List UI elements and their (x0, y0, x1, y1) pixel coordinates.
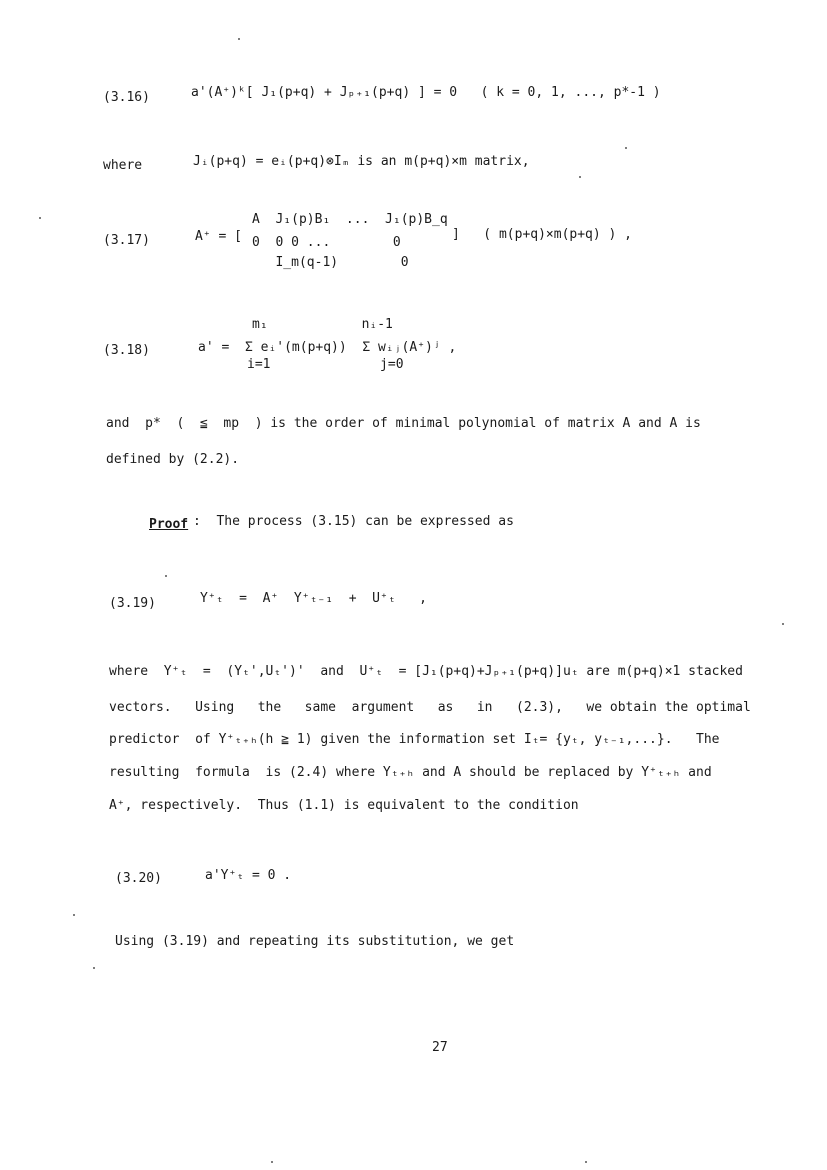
scan-speck (39, 217, 41, 219)
scan-speck (238, 38, 240, 40)
proof-label: Proof (149, 517, 189, 532)
scan-speck (93, 967, 95, 969)
scan-speck (782, 623, 784, 625)
paragraph-line: Using (3.19) and repeating its substitution, we get (115, 934, 515, 949)
matrix-row-1: A J₁(p)B₁ ... J₁(p)B_q (252, 212, 448, 227)
equation-3-17-lhs: A⁺ = [ (195, 229, 242, 244)
equation-label-3-19: (3.19) (109, 596, 156, 611)
equation-3-17-rhs: ] ( m(p+q)×m(p+q) ) , (452, 227, 633, 242)
paragraph-line: predictor of Y⁺ₜ₊ₕ(h ≧ 1) given the information set Iₜ= {yₜ, yₜ₋₁,...}. The (109, 732, 720, 747)
paragraph-line: resulting formula is (2.4) where Yₜ₊ₕ and A should be replaced by Y⁺ₜ₊ₕ and (109, 765, 712, 780)
paragraph-line: A⁺, respectively. Thus (1.1) is equivalent to the condition (109, 798, 579, 813)
scan-speck (73, 914, 75, 916)
definition-J: Jᵢ(p+q) = eᵢ(p+q)⊗Iₘ is an m(p+q)×m matrix, (193, 154, 530, 169)
equation-3-19: Y⁺ₜ = A⁺ Y⁺ₜ₋₁ + U⁺ₜ , (200, 591, 427, 606)
scan-speck (579, 176, 581, 178)
paragraph-line: and p* ( ≦ mp ) is the order of minimal polynomial of matrix A and A is (106, 416, 701, 431)
paragraph-line: where Y⁺ₜ = (Yₜ',Uₜ')' and U⁺ₜ = [J₁(p+q)+Jₚ₊₁(p+q)]uₜ are m(p+q)×1 stacked (109, 664, 743, 679)
equation-3-18: a' = Σ eᵢ'(m(p+q)) Σ wᵢⱼ(A⁺)ʲ , (198, 340, 457, 355)
matrix-row-3: I_m(q-1) 0 (252, 255, 409, 270)
proof-text: : The process (3.15) can be expressed as (193, 514, 514, 529)
scan-speck (165, 575, 167, 577)
scan-speck (625, 147, 627, 149)
where-word: where (103, 158, 143, 173)
paragraph-line: defined by (2.2). (106, 452, 240, 467)
sum-lower-limits: i=1 j=0 (247, 357, 404, 372)
equation-label-3-20: (3.20) (115, 871, 162, 886)
paragraph-line: vectors. Using the same argument as in (2.3), we obtain the optimal (109, 700, 751, 715)
equation-label-3-17: (3.17) (103, 233, 150, 248)
equation-3-16: a'(A⁺)ᵏ[ J₁(p+q) + Jₚ₊₁(p+q) ] = 0 ( k = 0, 1, ..., p*-1 ) (191, 85, 661, 100)
matrix-row-2: 0 0 0 ... 0 (252, 235, 401, 250)
sum-upper-limits: m₁ nᵢ-1 (252, 317, 393, 332)
equation-label-3-16: (3.16) (103, 90, 150, 105)
page-number: 27 (432, 1040, 448, 1055)
equation-label-3-18: (3.18) (103, 343, 150, 358)
scan-speck (271, 1161, 273, 1163)
scan-speck (585, 1161, 587, 1163)
equation-3-20: a'Y⁺ₜ = 0 . (205, 868, 292, 883)
